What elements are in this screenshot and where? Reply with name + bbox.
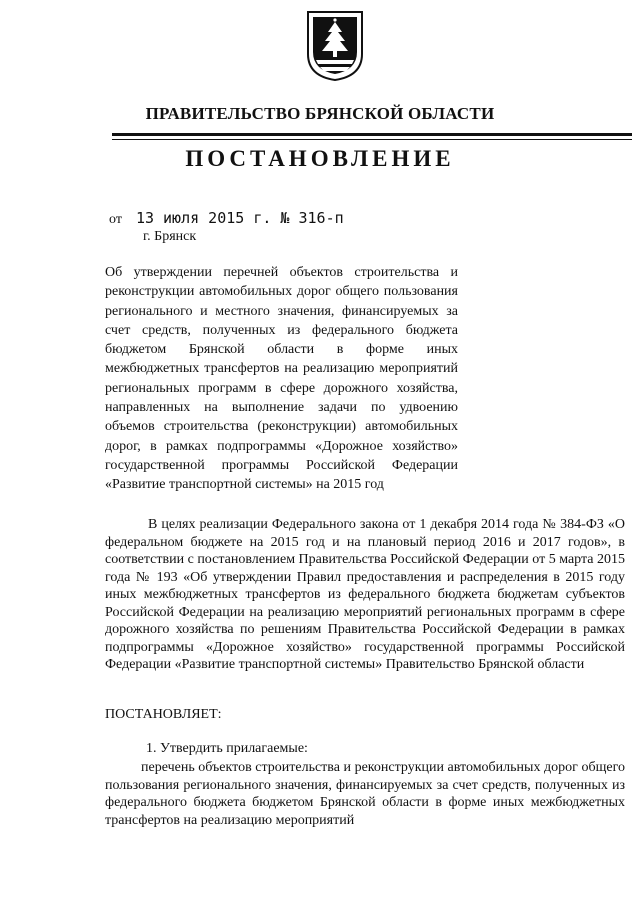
document-date-line bbox=[109, 209, 344, 228]
from-label: от bbox=[109, 212, 122, 227]
item-1-text: перечень объектов строительства и реконструкции автомобильных дорог общего пользования регионального значения, финансируемых за счет средств, полученных из федерального бюджета бюджетом Брянской области в форме иных межбюджетных трансфертов на реализацию мероприятий bbox=[105, 760, 625, 828]
header-rule-thin bbox=[112, 139, 632, 140]
document-subject: Об утверждении перечней объектов строительства и реконструкции автомобильных дорог общего пользования регионального и местного значения, финансируемых за счет средств, полученных из федерального бюджета бюджетом Брянской области в форме иных межбюджетных трансфертов на реализацию мероприятий региональных программ в сфере дорожного хозяйства, направленных на выполнение задачи по удвоению объемов строительства (реконструкции) автомобильных дорог, в рамках подпрограммы «Дорожное хозяйство» государственной программы Российской Федерации «Развитие транспортной системы» на 2015 год bbox=[105, 265, 458, 493]
item-1-title: 1. Утвердить прилагаемые: bbox=[146, 741, 308, 756]
coat-of-arms-icon bbox=[306, 10, 364, 82]
document-city: г. Брянск bbox=[143, 229, 197, 244]
preamble-paragraph: В целях реализации Федерального закона от 1 декабря 2014 года № 384-ФЗ «О федеральном бюджете на 2015 год и на плановый период 2016 и 2017 годов», в соответствии с постановлением Правительства Российской Федерации от 5 марта 2015 года № 193 «Об утверждении Правил предоставления и распределения в 2015 году иных межбюджетных трансфертов из федерального бюджета бюджетам субъектов Российской Федерации на реализацию мероприятий региональных программ в сфере дорожного хозяйства по решениям Правительства Российской Федерации в рамках подпрограммы «Дорожное хозяйство» государственной программы Российской Федерации «Развитие транспортной системы» Правительство Брянской области bbox=[105, 517, 625, 672]
document-date-number: 13 июля 2015 г. № 316-п bbox=[135, 209, 344, 227]
document-type-title: ПОСТАНОВЛЕНИЕ bbox=[185, 146, 455, 171]
government-name: ПРАВИТЕЛЬСТВО БРЯНСКОЙ ОБЛАСТИ bbox=[145, 104, 495, 123]
resolves-heading: ПОСТАНОВЛЯЕТ: bbox=[105, 707, 222, 722]
header-rule-thick bbox=[112, 133, 632, 136]
